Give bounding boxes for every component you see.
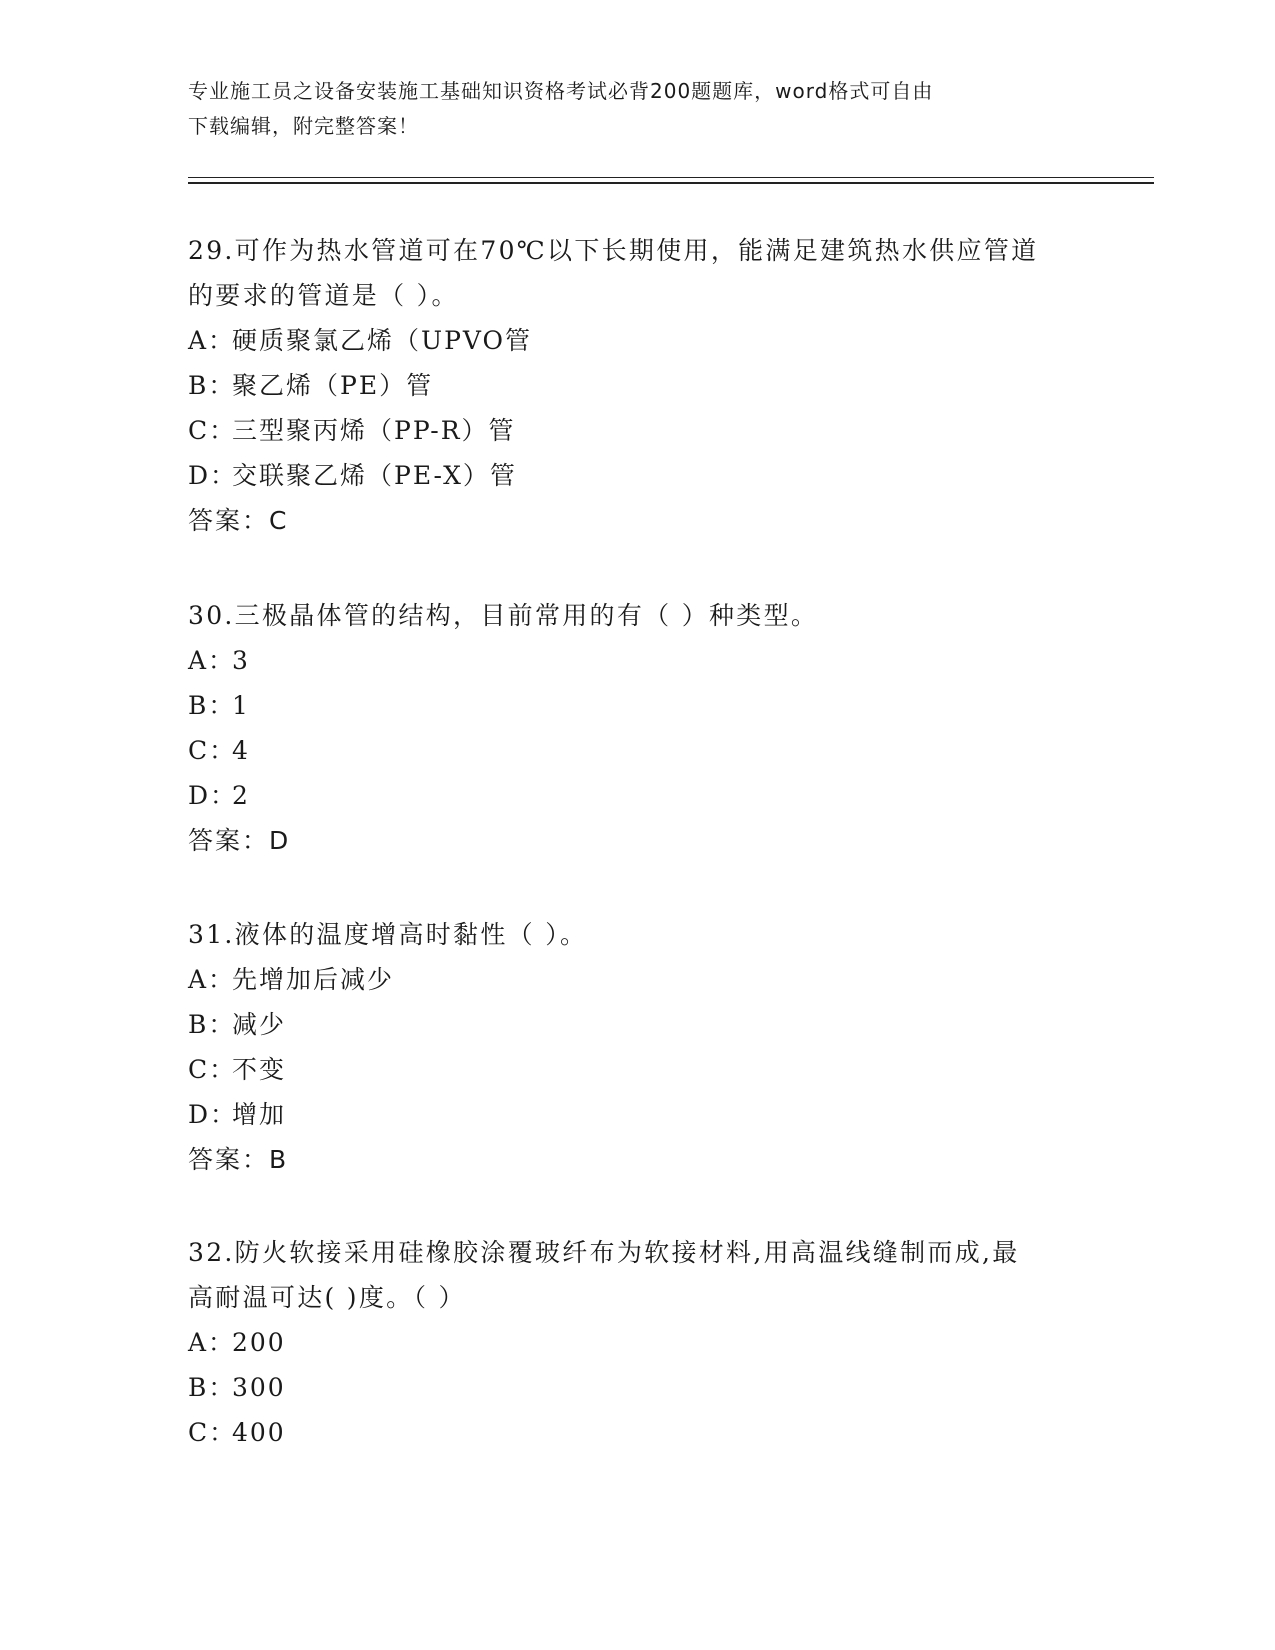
- option-text: 减少: [232, 1010, 287, 1039]
- question-29: [188, 228, 1088, 543]
- option-text: 400: [232, 1418, 286, 1447]
- option-c: [188, 1047, 1088, 1092]
- option-text: 200: [232, 1328, 286, 1357]
- option-label: B：: [188, 1373, 236, 1402]
- option-text: 硬质聚氯乙烯（UPVO管: [232, 326, 533, 355]
- option-text: 三型聚丙烯（PP-R）管: [232, 416, 516, 445]
- question-stem-line-2: 的要求的管道是（ ）。: [188, 281, 459, 310]
- option-d: [188, 1092, 1088, 1137]
- option-label: B：: [188, 1010, 236, 1039]
- option-c: [188, 408, 1088, 453]
- option-label: A：: [188, 326, 236, 355]
- answer: 答案：D: [188, 826, 291, 855]
- answer: 答案：B: [188, 1145, 289, 1174]
- header-line-2: 下载编辑，附完整答案！: [188, 114, 419, 138]
- option-label: C：: [188, 736, 237, 765]
- option-a: [188, 318, 1088, 363]
- option-label: C：: [188, 1418, 237, 1447]
- option-text: 4: [232, 736, 250, 765]
- option-label: D：: [188, 461, 238, 490]
- option-text: 1: [232, 691, 250, 720]
- option-label: D：: [188, 781, 238, 810]
- document-header: [188, 74, 1068, 144]
- option-text: 不变: [232, 1055, 287, 1084]
- option-text: 聚乙烯（PE）管: [232, 371, 434, 400]
- option-text: 先增加后减少: [232, 965, 395, 994]
- option-text: 300: [232, 1373, 286, 1402]
- option-a: [188, 638, 1088, 683]
- option-label: A：: [188, 646, 236, 675]
- option-b: [188, 1365, 1088, 1410]
- option-label: C：: [188, 1055, 237, 1084]
- option-b: [188, 363, 1088, 408]
- option-a: [188, 957, 1088, 1002]
- option-label: B：: [188, 371, 236, 400]
- option-label: A：: [188, 1328, 236, 1357]
- header-line-1: 专业施工员之设备安装施工基础知识资格考试必背200题题库，word格式可自由: [188, 79, 934, 103]
- option-c: [188, 1410, 1088, 1455]
- option-b: [188, 683, 1088, 728]
- option-a: [188, 1320, 1088, 1365]
- question-stem-line-1: 32.防火软接采用硅橡胶涂覆玻纤布为软接材料,用高温线缝制而成,最: [188, 1238, 1020, 1267]
- option-text: 3: [232, 646, 250, 675]
- header-divider-thin: [188, 177, 1154, 178]
- question-stem-line-1: 31.液体的温度增高时黏性（ ）。: [188, 920, 588, 949]
- question-32: [188, 1230, 1088, 1455]
- option-text: 2: [232, 781, 250, 810]
- question-stem-line-2: 高耐温可达( )度。（ ）: [188, 1283, 466, 1312]
- question-30: [188, 593, 1088, 863]
- option-label: D：: [188, 1100, 238, 1129]
- answer: 答案：C: [188, 506, 289, 535]
- option-c: [188, 728, 1088, 773]
- question-stem-line-1: 29.可作为热水管道可在70℃以下长期使用，能满足建筑热水供应管道: [188, 236, 1039, 265]
- option-label: B：: [188, 691, 236, 720]
- option-b: [188, 1002, 1088, 1047]
- option-label: A：: [188, 965, 236, 994]
- option-d: [188, 453, 1088, 498]
- option-text: 交联聚乙烯（PE-X）管: [232, 461, 517, 490]
- question-stem-line-1: 30.三极晶体管的结构，目前常用的有（ ）种类型。: [188, 601, 819, 630]
- option-label: C：: [188, 416, 237, 445]
- option-text: 增加: [232, 1100, 287, 1129]
- header-divider-thick: [188, 182, 1154, 184]
- question-31: [188, 912, 1088, 1182]
- option-d: [188, 773, 1088, 818]
